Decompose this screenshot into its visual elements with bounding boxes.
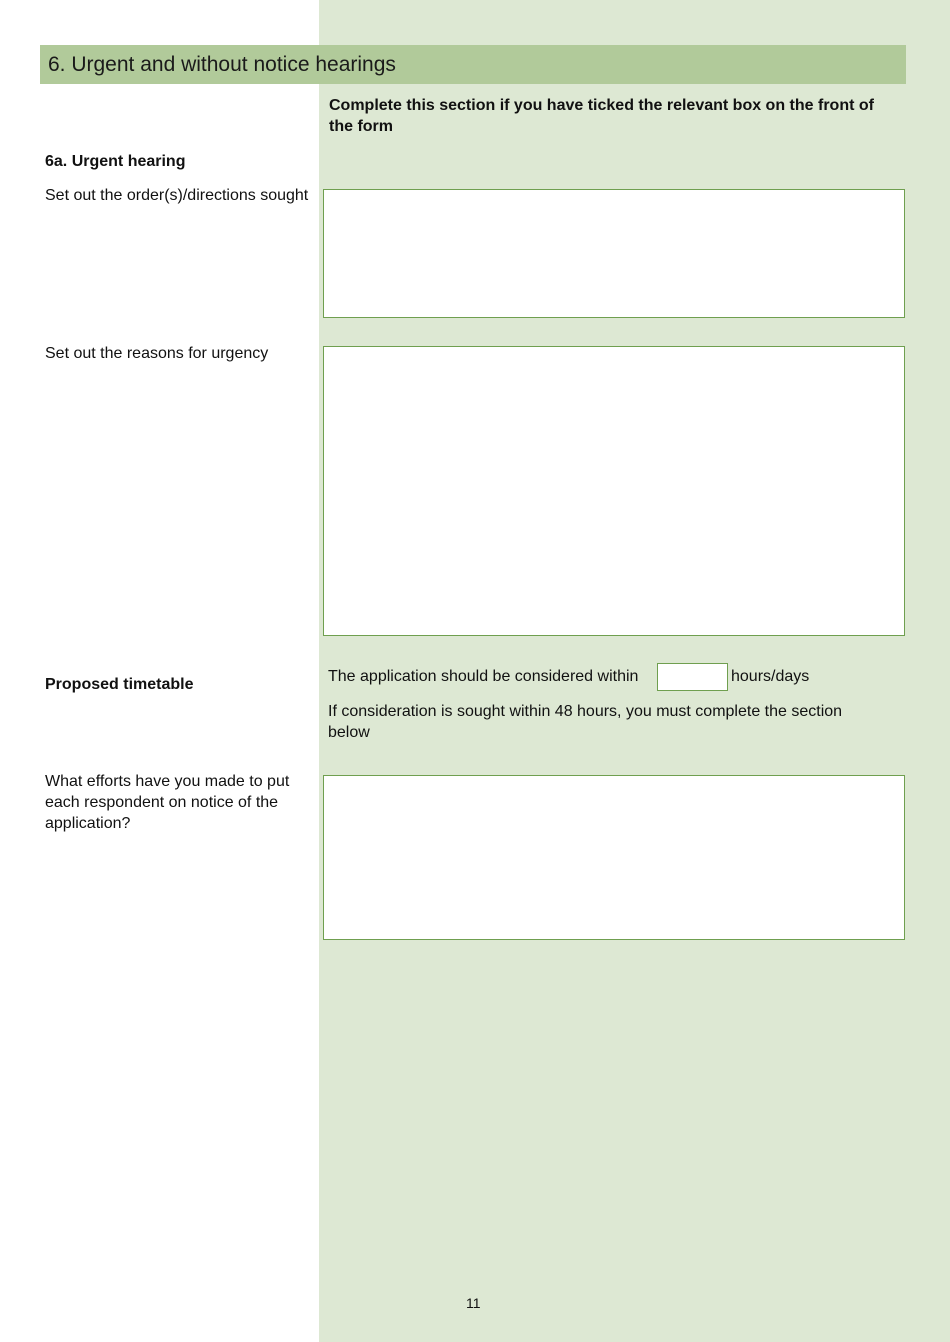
section-title: 6. Urgent and without notice hearings	[40, 45, 906, 84]
notice-efforts-field[interactable]	[323, 775, 905, 940]
time-period-input[interactable]	[657, 663, 728, 691]
page-number: 11	[466, 1295, 481, 1311]
48-hours-note: If consideration is sought within 48 hours, you must complete the section below	[328, 703, 843, 741]
time-unit-label: hours/days	[731, 668, 810, 685]
urgency-reasons-label: Set out the reasons for urgency	[45, 345, 269, 362]
urgency-reasons-field[interactable]	[323, 346, 905, 636]
urgent-hearing-heading: 6a. Urgent hearing	[45, 153, 186, 170]
timetable-sentence: The application should be considered within	[328, 668, 639, 685]
notice-efforts-label: What efforts have you made to put each respondent on notice of the application?	[45, 773, 290, 832]
orders-sought-field[interactable]	[323, 189, 905, 318]
proposed-timetable-label: Proposed timetable	[45, 676, 194, 693]
section-instruction: Complete this section if you have ticked the relevant box on the front of the form	[329, 97, 874, 135]
orders-sought-label: Set out the order(s)/directions sought	[45, 187, 309, 204]
